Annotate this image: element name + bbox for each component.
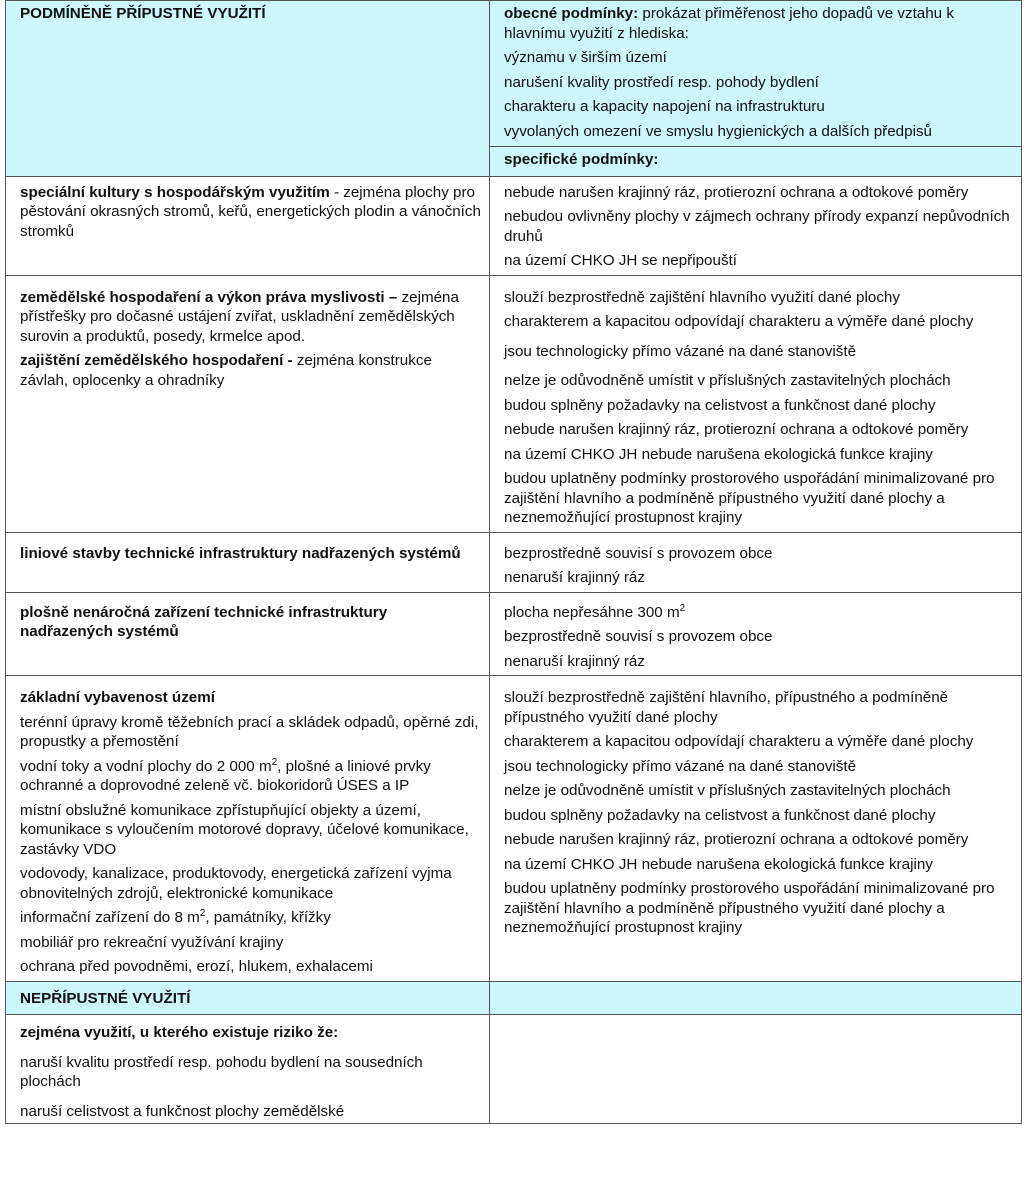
area-text: plocha nepřesáhne 300 m <box>504 603 680 621</box>
use-item-water <box>20 757 481 796</box>
condition-item-area <box>504 603 1013 623</box>
use-description: - zejména plochy pro pěstování okrasných stromů, keřů, energetických plodin a vánočních stromků <box>20 183 481 240</box>
condition-item: slouží bezprostředně zajištění hlavního, přípustného a podmíněně přípustného využití dané plochy <box>504 689 949 726</box>
condition-item: charakterem a kapacitou odpovídají charakteru a výměře dané plochy <box>504 733 974 750</box>
condition-item: charakterem a kapacitou odpovídají charakteru a výměře dané plochy <box>504 313 974 330</box>
general-conditions-label: obecné podmínky: <box>504 5 639 22</box>
conditions-cell <box>490 532 1022 592</box>
condition-item: nebude narušen krajinný ráz, protierozní ochrana a odtokové poměry <box>504 831 969 848</box>
use-title: liniové stavby technické infrastruktury nadřazených systémů <box>20 544 461 562</box>
condition-item: nenaruší krajinný ráz <box>504 652 645 670</box>
general-condition-item: významu v širším území <box>504 49 667 66</box>
general-conditions-intro <box>504 4 1013 43</box>
condition-item: nelze je odůvodněně umístit v příslušných zastavitelných plochách <box>504 782 951 799</box>
info-text: informační zařízení do 8 m <box>20 909 200 926</box>
use-text <box>20 351 481 390</box>
conditional-use-header-row <box>6 1 1022 177</box>
use-title: základní vybavenost území <box>20 689 215 706</box>
area-exponent: 2 <box>679 602 686 614</box>
condition-item: nebude narušen krajinný ráz, protierozní ochrana a odtokové poměry <box>504 421 969 438</box>
general-conditions-cell <box>490 1 1022 177</box>
prohibited-use-heading: NEPŘÍPUSTNÉ VYUŽITÍ <box>6 981 490 1015</box>
use-title: plošně nenáročná zařízení technické infrastruktury nadřazených systémů <box>20 603 388 640</box>
use-cell <box>6 275 490 532</box>
condition-item: budou uplatněny podmínky prostorového uspořádání minimalizované pro zajištění hlavního a podmíněně přípustného využití dané plochy a neznemožňující prostupnost krajiny <box>504 470 995 526</box>
conditional-use-heading: PODMÍNĚNĚ PŘÍPUSTNÉ VYUŽITÍ <box>6 1 490 177</box>
specific-conditions-label: specifické podmínky: <box>490 146 1021 172</box>
use-description: zejména přístřešky pro dočasné ustájení zvířat, uskladnění zemědělských surovin a produktů, posedy, krmelce apod. <box>20 288 459 345</box>
general-condition-item: narušení kvality prostředí resp. pohody bydlení <box>504 73 819 91</box>
water-text-rest: , plošné a liniové prvky ochranné a doprovodné zeleně vč. biokoridorů ÚSES a IP <box>20 757 431 794</box>
condition-item: nenaruší krajinný ráz <box>504 569 645 586</box>
condition-item: nebude narušen krajinný ráz, protierozní ochrana a odtokové poměry <box>504 183 969 201</box>
use-cell <box>6 676 490 982</box>
use-description: zejména konstrukce závlah, oplocenky a ohradníky <box>20 352 432 389</box>
use-title: zajištění zemědělského hospodaření - <box>20 352 293 369</box>
condition-item: budou uplatněny podmínky prostorového uspořádání minimalizované pro zajištění hlavního a podmíněně přípustného využití dané plochy a neznemožňující prostupnost krajiny <box>504 880 995 936</box>
use-title: speciální kultury s hospodářským využitím <box>20 183 330 201</box>
general-condition-item: vyvolaných omezení ve smyslu hygienických a dalších předpisů <box>504 122 932 140</box>
water-exponent: 2 <box>271 756 278 768</box>
condition-item: budou splněny požadavky na celistvost a funkčnost dané plochy <box>504 396 936 414</box>
condition-item: slouží bezprostředně zajištění hlavního využití dané plochy <box>504 288 900 306</box>
condition-item: na území CHKO JH nebude narušena ekologická funkce krajiny <box>504 445 933 463</box>
use-title: zemědělské hospodaření a výkon práva myslivosti – <box>20 288 398 306</box>
use-item-info <box>20 908 481 928</box>
prohibited-use-header-empty <box>490 981 1022 1015</box>
use-item: vodovody, kanalizace, produktovody, energetická zařízení vyjma obnovitelných zdrojů, elektronické komunikace <box>20 865 452 902</box>
prohibited-conditions-empty <box>490 1015 1022 1124</box>
water-text: vodní toky a vodní plochy do 2 000 m <box>20 757 272 775</box>
use-cell <box>6 592 490 676</box>
table-row <box>6 532 1022 592</box>
condition-item: jsou technologicky přímo vázané na dané stanoviště <box>504 757 857 775</box>
prohibited-use-header-row <box>6 981 1022 1015</box>
condition-item: na území CHKO JH nebude narušena ekologická funkce krajiny <box>504 855 933 873</box>
info-text-rest: , památníky, křížky <box>205 909 331 926</box>
conditions-cell <box>490 592 1022 676</box>
use-item: ochrana před povodněmi, erozí, hlukem, exhalacemi <box>20 958 373 975</box>
conditions-cell <box>490 275 1022 532</box>
general-conditions-text: prokázat přiměřenost jeho dopadů ve vztahu k hlavnímu využití z hlediska: <box>504 5 954 42</box>
general-condition-item: charakteru a kapacity napojení na infrastrukturu <box>504 98 825 115</box>
table-row <box>6 1015 1022 1124</box>
table-row <box>6 275 1022 532</box>
table-row <box>6 676 1022 982</box>
table-row <box>6 176 1022 275</box>
condition-item: budou splněny požadavky na celistvost a funkčnost dané plochy <box>504 806 936 824</box>
use-text <box>20 288 481 347</box>
use-item: místní obslužné komunikace zpřístupňující objekty a území, komunikace s vyloučením motorové dopravy, účelové komunikace, zastávky VDO <box>20 801 469 858</box>
condition-item: na území CHKO JH se nepřipouští <box>504 252 737 269</box>
use-item: terénní úpravy kromě těžebních prací a skládek odpadů, opěrné zdi, propustky a přemostění <box>20 713 479 750</box>
condition-item: nebudou ovlivněny plochy v zájmech ochrany přírody expanzí nepůvodních druhů <box>504 208 1010 245</box>
condition-item: bezprostředně souvisí s provozem obce <box>504 544 773 562</box>
prohibited-item: naruší kvalitu prostředí resp. pohodu bydlení na sousedních plochách <box>20 1053 423 1090</box>
info-exponent: 2 <box>199 908 206 919</box>
conditions-cell <box>490 676 1022 982</box>
use-item: mobiliář pro rekreační využívání krajiny <box>20 933 284 951</box>
condition-item: jsou technologicky přímo vázané na dané stanoviště <box>504 342 857 360</box>
conditions-cell <box>490 176 1022 275</box>
use-text <box>20 183 481 242</box>
table-row <box>6 592 1022 676</box>
prohibited-item: naruší celistvost a funkčnost plochy zemědělské <box>20 1102 345 1120</box>
condition-item: bezprostředně souvisí s provozem obce <box>504 628 773 645</box>
prohibited-lead: zejména využití, u kterého existuje riziko že: <box>20 1024 339 1041</box>
document-page <box>5 0 1021 1124</box>
prohibited-use-cell <box>6 1015 490 1124</box>
condition-item: nelze je odůvodněně umístit v příslušných zastavitelných plochách <box>504 372 951 389</box>
use-cell <box>6 176 490 275</box>
regulation-table <box>5 0 1022 1124</box>
use-cell <box>6 532 490 592</box>
